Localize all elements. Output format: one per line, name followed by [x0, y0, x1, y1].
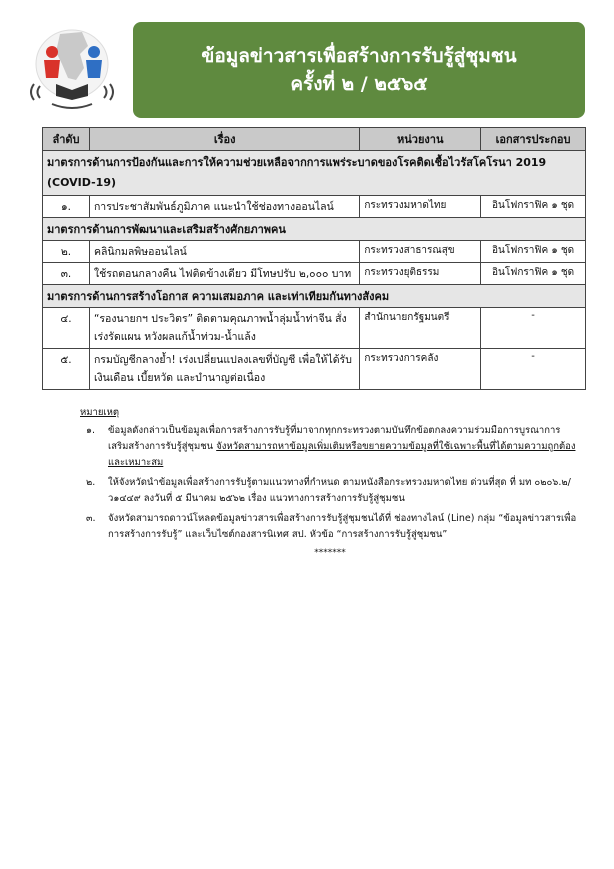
- row-doc: -: [481, 308, 586, 349]
- col-header-agency: หน่วยงาน: [360, 128, 481, 151]
- table-header-row: [43, 128, 586, 151]
- row-agency: กระทรวงยุติธรรม: [360, 263, 481, 285]
- row-topic: ใช้รถตอนกลางคืน ไฟติดข้างเดียว มีโทษปรับ ๒,๐๐๐ บาท: [89, 263, 359, 285]
- table-row: [43, 349, 586, 390]
- row-num: ๕.: [43, 349, 90, 390]
- section-row: [43, 218, 586, 241]
- note-text: ให้จังหวัดนำข้อมูลเพื่อสร้างการรับรู้ตามแนวทางที่กำหนด ตามหนังสือกระทรวงมหาดไทย ด่วนที่สุด ที่ มท ๐๒๐๖.๒/ว๑๔๔๙ ลงวันที่ ๕ มีนาคม ๒๕๖๒ เรื่อง แนวทางการสร้างการรับรู้สู่ชุมชน: [108, 477, 571, 504]
- note-num: ๑.: [86, 425, 96, 436]
- note-text: [108, 423, 580, 471]
- title-banner: [133, 22, 585, 118]
- row-doc: อินโฟกราฟิค ๑ ชุด: [481, 241, 586, 263]
- col-header-doc: เอกสารประกอบ: [481, 128, 586, 151]
- notes-section: [80, 405, 580, 561]
- row-topic: คลินิกมลพิษออนไลน์: [89, 241, 359, 263]
- note-item: [80, 475, 580, 507]
- row-num: ๓.: [43, 263, 90, 285]
- row-topic: กรมบัญชีกลางย้ำ! เร่งเปลี่ยนแปลงเลขที่บัญชี เพื่อให้ได้รับเงินเดือน เบี้ยหวัด และบำนาญต่อเนื่อง: [89, 349, 359, 390]
- table-row: [43, 196, 586, 218]
- table-row: [43, 241, 586, 263]
- note-text: จังหวัดสามารถดาวน์โหลดข้อมูลข่าวสารเพื่อสร้างการรับรู้สู่ชุมชนได้ที่ ช่องทางไลน์ (Line) กลุ่ม “ข้อมูลข่าวสารเพื่อการสร้างการรับรู้” และเว็บไซต์กองสารนิเทศ สป. หัวข้อ “การสร้างการรับรู้สู่ชุมชน”: [108, 513, 577, 540]
- section-title: มาตรการด้านการพัฒนาและเสริมสร้างศักยภาพคน: [43, 218, 586, 241]
- section-title: มาตรการด้านการสร้างโอกาส ความเสมอภาค และเท่าเทียมกันทางสังคม: [43, 285, 586, 308]
- row-topic: “รองนายกฯ ประวิตร” ติดตามคุณภาพน้ำลุ่มน้ำท่าจีน สั่งเร่งรัดแผน หวังผลแก้น้ำท่วม-น้ำแล้ง: [89, 308, 359, 349]
- section-row: [43, 151, 586, 196]
- row-agency: สำนักนายกรัฐมนตรี: [360, 308, 481, 349]
- row-doc: -: [481, 349, 586, 390]
- notes-heading: หมายเหตุ: [80, 407, 120, 418]
- note-item: [80, 423, 580, 471]
- end-mark: *******: [314, 548, 346, 558]
- issue-number: ครั้งที่ ๒ / ๒๕๖๕: [290, 73, 428, 95]
- row-num: ๑.: [43, 196, 90, 218]
- row-agency: กระทรวงการคลัง: [360, 349, 481, 390]
- row-num: ๔.: [43, 308, 90, 349]
- note-num: ๓.: [86, 513, 96, 524]
- page-title: ข้อมูลข่าวสารเพื่อสร้างการรับรู้สู่ชุมชน: [201, 45, 517, 67]
- news-table: [42, 127, 586, 390]
- note-text-plain: ข้อมูลดังกล่าวเป็นข้อมูลเพื่อการสร้างการรับรู้ที่มาจากทุกกระทรวงตามบันทึกข้อตกลงความร่วมมือการบูรณาการเสริมสร้างการรับรู้สู่ชุมชน: [108, 425, 561, 452]
- row-topic: การประชาสัมพันธ์ภูมิภาค แนะนำใช้ช่องทางออนไลน์: [89, 196, 359, 218]
- section-title: มาตรการด้านการป้องกันและการให้ความช่วยเหลือจากการแพร่ระบาดของโรคติดเชื้อไวรัสโคโรนา 2019 (COVID-19): [43, 151, 586, 196]
- note-num: ๒.: [86, 477, 96, 488]
- community-logo: [22, 24, 122, 116]
- col-header-num: ลำดับ: [43, 128, 90, 151]
- row-agency: กระทรวงมหาดไทย: [360, 196, 481, 218]
- row-num: ๒.: [43, 241, 90, 263]
- table-row: [43, 308, 586, 349]
- row-doc: อินโฟกราฟิค ๑ ชุด: [481, 196, 586, 218]
- section-row: [43, 285, 586, 308]
- note-item: [80, 511, 580, 543]
- row-doc: อินโฟกราฟิค ๑ ชุด: [481, 263, 586, 285]
- table-row: [43, 263, 586, 285]
- col-header-topic: เรื่อง: [89, 128, 359, 151]
- row-agency: กระทรวงสาธารณสุข: [360, 241, 481, 263]
- note-text-underlined: จังหวัดสามารถหาข้อมูลเพิ่มเติมหรือขยายความข้อมูลที่ใช้เฉพาะพื้นที่ได้ตามความถูกต้องและเหมาะสม: [108, 441, 576, 468]
